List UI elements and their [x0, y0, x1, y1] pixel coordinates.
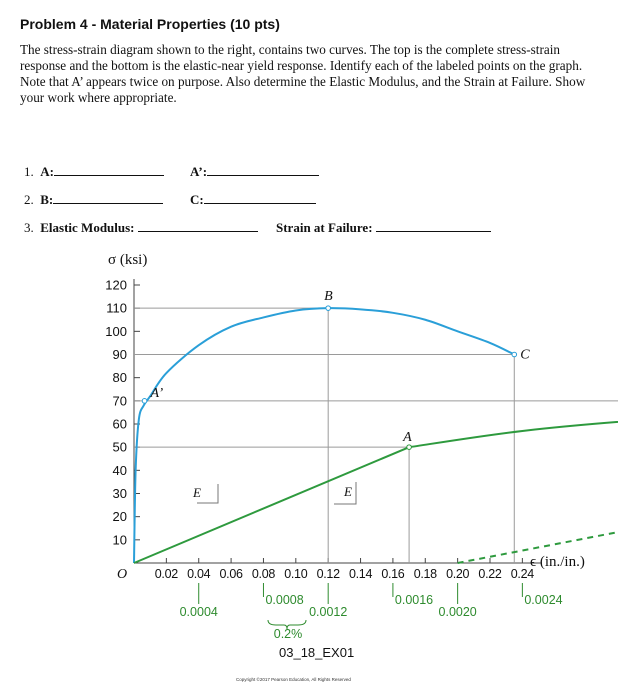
point-marker: [407, 445, 412, 450]
y-tick-label: 60: [112, 416, 127, 432]
y-tick-label: 30: [112, 486, 127, 501]
y-tick-label: 70: [112, 393, 127, 409]
point-label: A’: [150, 385, 164, 401]
point-label: C: [520, 347, 530, 363]
series-complete-response: [134, 308, 514, 563]
x-tick-label: 0.12: [316, 567, 340, 581]
slope-label: E: [193, 485, 201, 500]
origin-label: O: [116, 567, 128, 582]
label-a-prime: A’:: [190, 164, 208, 179]
x-tick-label: 0.04: [187, 567, 211, 581]
point-marker: [512, 352, 517, 357]
series-elastic-near-yield: [409, 401, 618, 447]
offset-label: 0.2%: [273, 627, 303, 641]
y-tick-label: 120: [105, 277, 127, 293]
series-elastic-linear: [134, 447, 409, 563]
y-tick-label: 80: [112, 370, 127, 386]
question-number: 3.: [24, 220, 34, 235]
offset-line: [458, 401, 618, 563]
point-label: A: [403, 430, 412, 446]
label-c: C:: [190, 192, 204, 207]
bottom-strain-label: 0.0008: [265, 593, 304, 607]
x-axis-label: ϵ (in./in.): [530, 554, 585, 570]
question-number: 1.: [24, 164, 34, 179]
y-tick-label: 50: [112, 439, 127, 455]
label-a: A:: [40, 164, 54, 179]
x-tick-label: 0.20: [446, 567, 470, 581]
point-marker: [326, 306, 331, 311]
point-marker: [142, 399, 147, 404]
x-tick-label: 0.22: [478, 567, 502, 581]
x-tick-label: 0.24: [510, 567, 534, 581]
y-tick-label: 40: [112, 462, 127, 478]
bottom-strain-label: 0.0004: [179, 605, 218, 619]
y-tick-label: 90: [112, 347, 127, 362]
label-b: B:: [40, 192, 54, 207]
x-tick-label: 0.14: [348, 567, 373, 581]
y-tick-label: 110: [106, 300, 127, 316]
x-tick-label: 0.06: [219, 567, 243, 581]
problem-title: Problem 4 - Material Properties (10 pts): [20, 16, 280, 32]
bottom-strain-label: 0.0024: [524, 593, 563, 607]
label-strain-at-failure: Strain at Failure:: [276, 220, 373, 235]
bottom-strain-label: 0.0016: [394, 593, 434, 607]
x-tick-label: 0.10: [284, 567, 308, 581]
x-tick-label: 0.18: [413, 567, 437, 581]
x-tick-label: 0.02: [154, 567, 178, 581]
y-tick-label: 10: [112, 532, 127, 548]
y-tick-label: 100: [105, 323, 127, 339]
figure-id: 03_18_EX01: [279, 645, 355, 660]
label-elastic-modulus: Elastic Modulus:: [40, 220, 135, 235]
bottom-strain-label: 0.0020: [438, 605, 477, 619]
point-label: B: [324, 289, 333, 305]
slope-label: E: [344, 484, 352, 499]
copyright: Copyright ©2017 Pearson Education, All Rights Reserved: [236, 677, 351, 682]
instructions: The stress-strain diagram shown to the right, contains two curves. The top is the complete stress-strain response and the bottom is the elastic-near yield response. Identify each of the labeled points on the graph. Note that A’ appears twice on purpose. Also determine the Elastic Modulus, and the Strain at Failure. Show your work where appropriate.: [20, 42, 586, 105]
y-axis-label: σ (ksi): [108, 252, 148, 268]
bottom-strain-label: 0.0012: [309, 605, 348, 619]
question-number: 2.: [24, 192, 34, 207]
x-tick-label: 0.16: [381, 567, 405, 581]
y-tick-label: 20: [112, 509, 127, 525]
x-tick-label: 0.08: [251, 567, 276, 581]
